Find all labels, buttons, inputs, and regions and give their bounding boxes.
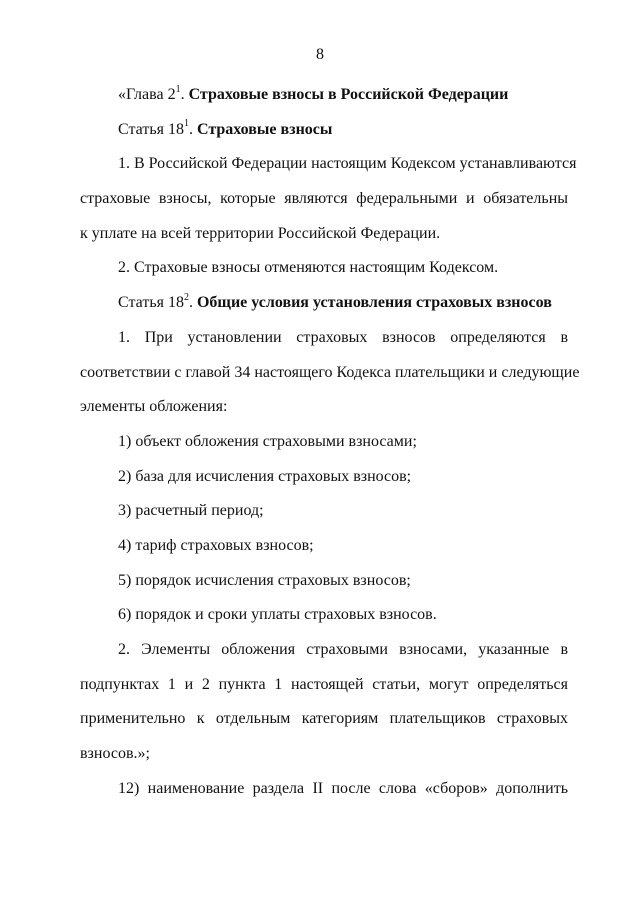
article-18-1-separator: . bbox=[188, 120, 197, 138]
article-18-2-title: Общие условия установления страховых взносов bbox=[196, 294, 552, 312]
paragraph-line: 2. Страховые взносы отменяются настоящим Кодексом. bbox=[118, 259, 499, 277]
paragraph-line: 12) наименование раздела II после слова «сборов» дополнить bbox=[118, 779, 568, 797]
list-item: 6) порядок и сроки уплаты страховых взносов. bbox=[118, 606, 437, 624]
list-item: 3) расчетный период; bbox=[118, 502, 264, 520]
paragraph-line: страховые взносы, которые являются федеральными и обязательны bbox=[80, 190, 568, 208]
chapter-superscript: 1 bbox=[175, 83, 181, 95]
paragraph-line: соответствии с главой 34 настоящего Кодекса плательщики и следующие bbox=[80, 363, 580, 381]
article-18-1-title: Страховые взносы bbox=[196, 120, 333, 138]
chapter-title: Страховые взносы в Российской Федерации bbox=[188, 86, 509, 103]
article-18-2-superscript: 2 bbox=[183, 291, 189, 303]
list-item: 1) объект обложения страховыми взносами; bbox=[118, 432, 417, 450]
paragraph-line: 1. В Российской Федерации настоящим Кодексом устанавливаются bbox=[118, 155, 577, 173]
chapter-heading bbox=[80, 78, 568, 113]
paragraph-line: элементы обложения: bbox=[80, 398, 228, 416]
paragraph-line: применительно к отдельным категориям плательщиков страховых bbox=[80, 710, 568, 728]
article-18-2-prefix: Статья 18 bbox=[118, 294, 184, 312]
article-18-1-prefix: Статья 18 bbox=[118, 120, 184, 138]
paragraph-line: 1. При установлении страховых взносов определяются в bbox=[118, 328, 568, 346]
chapter-separator: . bbox=[180, 86, 189, 103]
list-item: 4) тариф страховых взносов; bbox=[118, 536, 314, 554]
paragraph-line: к уплате на всей территории Российской Федерации. bbox=[80, 224, 441, 242]
article-18-1-heading bbox=[80, 113, 568, 148]
article-18-1-superscript: 1 bbox=[183, 118, 189, 130]
document-body bbox=[80, 78, 580, 806]
article-18-2-separator: . bbox=[188, 294, 197, 312]
paragraph-line: 2. Элементы обложения страховыми взносами, указанные в bbox=[118, 641, 568, 658]
article-18-2-heading bbox=[80, 286, 568, 321]
paragraph-line: взносов.»; bbox=[80, 745, 150, 763]
chapter-prefix: «Глава 2 bbox=[118, 86, 176, 103]
list-item: 2) база для исчисления страховых взносов; bbox=[118, 467, 412, 485]
page-number: 8 bbox=[316, 46, 324, 63]
list-item: 5) порядок исчисления страховых взносов; bbox=[118, 571, 411, 589]
paragraph-line: подпунктах 1 и 2 пункта 1 настоящей статьи, могут определяться bbox=[80, 675, 568, 693]
